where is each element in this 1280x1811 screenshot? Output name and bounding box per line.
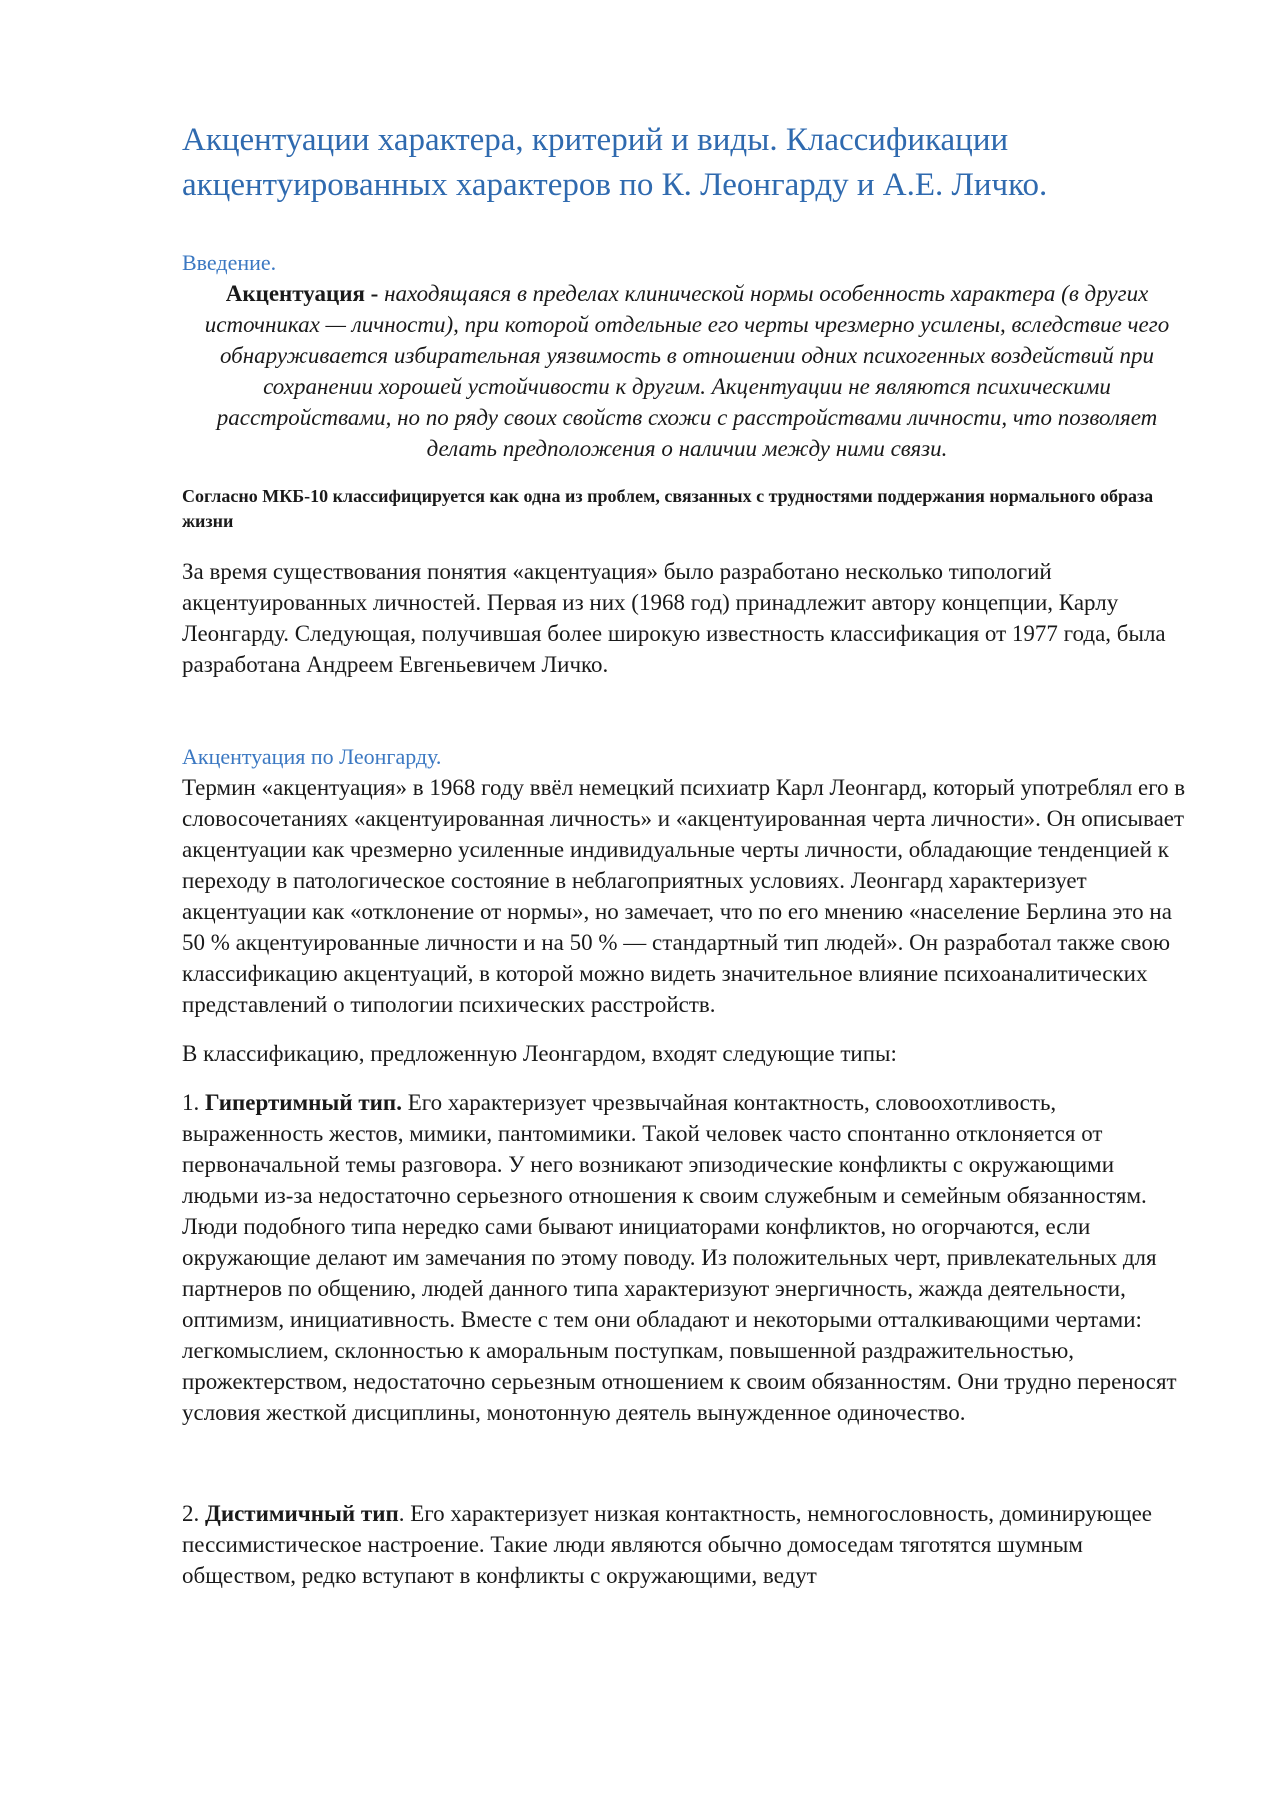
type-item-hyperthymic (182, 1087, 1192, 1428)
document-title: Акцентуации характера, критерий и виды. Классификации акцентуированных характеров по К. Леонгарду и А.Е. Личко. (182, 122, 1048, 203)
section-spacer (182, 1446, 1192, 1498)
types-intro: В классификацию, предложенную Леонгардом, входят следующие типы: (182, 1041, 897, 1066)
definition-dash: - (364, 281, 385, 306)
type-name: Гипертимный тип. (205, 1090, 402, 1115)
type-item-dysthymic (182, 1498, 1192, 1591)
mkb-note: Согласно МКБ-10 классифицируется как одна из проблем, связанных с трудностями поддержания нормального образа жизни (182, 486, 1154, 531)
type-number: 1. (182, 1090, 205, 1115)
definition-paragraph (182, 278, 1192, 464)
leonhard-heading: Акцентуация по Леонгарду. (182, 744, 442, 769)
section-spacer (182, 698, 1192, 742)
type-description: . Его характеризует низкая контактность, немногословность, доминирующее пессимистическое настроение. Такие люди являются обычно домоседам тяготятся шумным обществом, редко вступают в конфликты с окружающими, ведут (182, 1501, 1152, 1588)
type-name: Дистимичный тип (205, 1501, 399, 1526)
history-paragraph: За время существования понятия «акцентуация» было разработано несколько типологий акцентуированных личностей. Первая из них (1968 год) принадлежит автору концепции, Карлу Леонгарду. Следующая, получившая более широкую известность классификация от 1977 года, была разработана Андреем Евгеньевичем Личко. (182, 559, 1166, 677)
intro-heading: Введение. (182, 250, 277, 275)
document-page (182, 118, 1192, 1609)
definition-term: Акцентуация (225, 281, 365, 306)
leonhard-paragraph: Термин «акцентуация» в 1968 году ввёл немецкий психиатр Карл Леонгард, который употреблял его в словосочетаниях «акцентуированная личность» и «акцентуированная черта личности». Он описывает акцентуации как чрезмерно усиленные индивидуальные черты личности, обладающие тенденцией к переходу в патологическое состояние в неблагоприятных условиях. Леонгард характеризует акцентуации как «отклонение от нормы», но замечает, что по его мнению «население Берлина это на 50 % акцентуированные личности и на 50 % — стандартный тип людей». Он разработал также свою классификацию акцентуаций, в которой можно видеть значительное влияние психоаналитических представлений о типологии психических расстройств. (182, 775, 1186, 1017)
type-description: Его характеризует чрезвычайная контактность, словоохотливость, выраженность жестов, мимики, пантомимики. Такой человек часто спонтанно отклоняется от первоначальной темы разговора. У него возникают эпизодические конфликты с окружающими людьми из-за недостаточно серьезного отношения к своим служебным и семейным обязанностям. Люди подобного типа нередко сами бывают инициаторами конфликтов, но огорчаются, если окружающие делают им замечания по этому поводу. Из положительных черт, привлекательных для партнеров по общению, людей данного типа характеризуют энергичность, жажда деятельности, оптимизм, инициативность. Вместе с тем они обладают и некоторыми отталкивающими чертами: легкомыслием, склонностью к аморальным поступкам, повышенной раздражительностью, прожектерством, недостаточно серьезным отношением к своим обязанностям. Они трудно переносят условия жесткой дисциплины, монотонную деятель вынужденное одиночество. (182, 1090, 1177, 1425)
definition-text: находящаяся в пределах клинической нормы особенность характера (в других источниках — личности), при которой отдельные его черты чрезмерно усилены, вследствие чего обнаруживается избирательная уязвимость в отношении одних психогенных воздействий при сохранении хорошей устойчивости к другим. Акцентуации не являются психическими расстройствами, но по ряду своих свойств схожи с расстройствами личности, что позволяет делать предположения о наличии между ними связи. (204, 281, 1170, 461)
type-number: 2. (182, 1501, 205, 1526)
